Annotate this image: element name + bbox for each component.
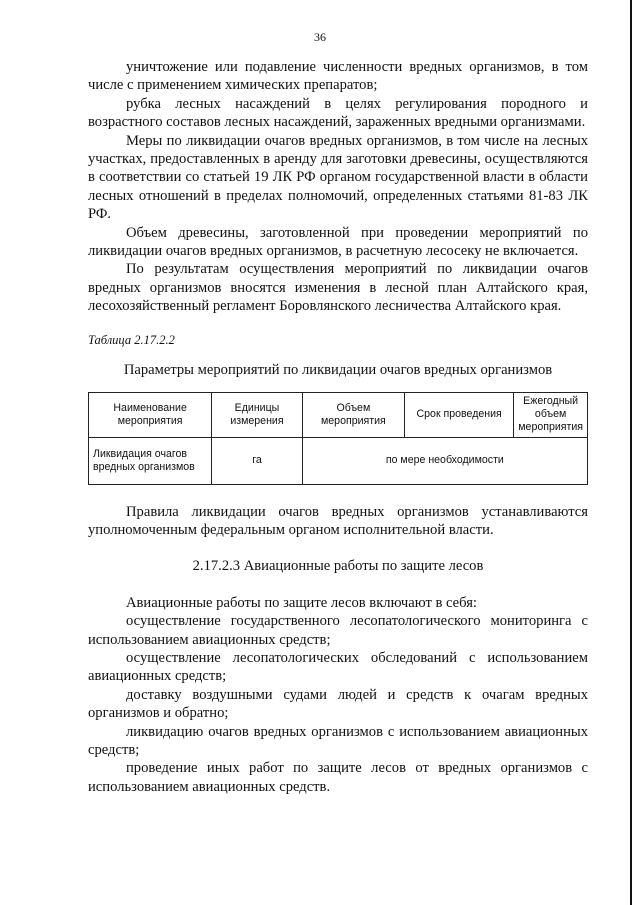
table-header-row [89, 392, 588, 437]
table-cell-name: Ликвидация очагов вредных организмов [89, 437, 212, 484]
table-caption: Таблица 2.17.2.2 [88, 332, 175, 347]
table-header-cell: Срок проведения [405, 392, 514, 437]
table-row [89, 437, 588, 484]
table-title: Параметры мероприятий по ликвидации очагов вредных организмов [123, 362, 553, 379]
paragraph: уничтожение или подавление численности вредных организмов, в том числе с применением химических препаратов; [88, 59, 588, 94]
table-header-cell: Объем мероприятия [302, 392, 404, 437]
table-header-cell: Ежегодный объем мероприятия [514, 392, 588, 437]
paragraph: доставку воздушными судами людей и средств к очагам вредных организмов и обратно; [88, 686, 588, 722]
section-heading: 2.17.2.3 Авиационные работы по защите лесов [192, 558, 484, 575]
parameters-table [88, 392, 588, 485]
page-number: 36 [314, 30, 326, 44]
paragraph: проведение иных работ по защите лесов от вредных организмов с использованием авиационных средств. [88, 760, 588, 795]
table-cell-unit: га [212, 437, 302, 484]
table-header-cell: Наименование мероприятия [89, 392, 212, 437]
table-header-cell: Единицы измерения [212, 392, 302, 437]
document-body [88, 58, 588, 796]
paragraph: Правила ликвидации очагов вредных организмов устанавливаются уполномоченным федеральным органом исполнительной власти. [88, 503, 588, 538]
paragraph: По результатам осуществления мероприятий по ликвидации очагов вредных организмов вносятся изменения в лесной план Алтайского края, лесохозяйственный регламент Боровлянского лесничества Алтайского края. [88, 261, 588, 315]
scan-edge-line [630, 0, 632, 905]
paragraph: рубка лесных насаждений в целях регулирования породного и возрастного составов лесных насаждений, зараженных вредными организмами. [88, 95, 588, 131]
paragraph: осуществление государственного лесопатологического мониторинга с использованием авиационных средств; [88, 613, 588, 648]
paragraph: Объем древесины, заготовленной при проведении мероприятий по ликвидации очагов вредных организмов, в расчетную лесосеку не включается. [88, 224, 588, 260]
paragraph: осуществление лесопатологических обследований с использованием авиационных средств; [88, 649, 588, 685]
paragraph: ликвидацию очагов вредных организмов с использованием авиационных средств; [88, 723, 588, 758]
paragraph: Авиационные работы по защите лесов включают в себя: [126, 594, 477, 611]
paragraph: Меры по ликвидации очагов вредных организмов, в том числе на лесных участках, предоставленных в аренду для заготовки древесины, осуществляются в соответствии со статьей 19 ЛК РФ органом государственной власти в области лесных отношений в пределах полномочий, определенных статьями 81-83 ЛК РФ. [88, 132, 588, 223]
table-cell-merged: по мере необходимости [302, 437, 587, 484]
